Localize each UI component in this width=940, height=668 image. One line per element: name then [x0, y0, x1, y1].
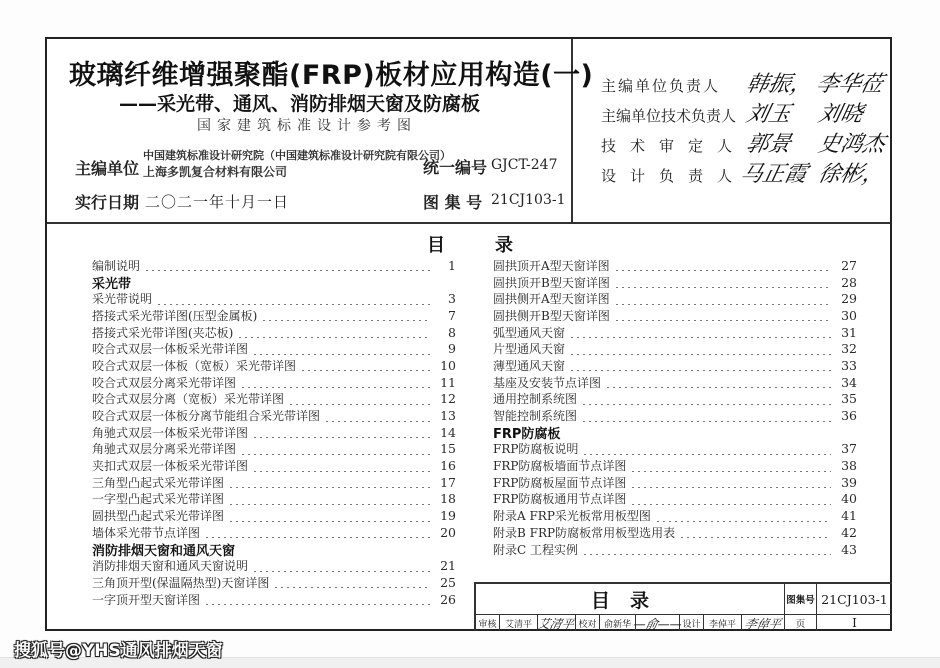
leader-dots	[614, 276, 831, 288]
toc-entry-page: 28	[841, 274, 857, 290]
toc-entry-title: 角驰式双层分离采光带详图	[92, 442, 237, 457]
leader-dots	[581, 410, 831, 422]
approval-role: 设计	[680, 615, 704, 631]
toc-entry-page: 18	[440, 491, 456, 507]
toc-entry-title: 墙体采光带节点详图	[92, 525, 201, 540]
toc-entry-page: 3	[448, 291, 456, 307]
effective-date-label: 实行日期	[75, 193, 140, 212]
toc-entry-page: 43	[841, 541, 857, 557]
leader-dots	[204, 526, 430, 538]
toc-entry-page: 37	[841, 441, 857, 457]
toc-entry-page: 40	[841, 491, 857, 507]
toc-entry[interactable]	[92, 407, 456, 424]
watermark: 搜狐号@YHS通风排烟天窗	[14, 641, 223, 661]
leader-dots	[614, 293, 831, 305]
toc-entry-title: 夹扣式双层一体板采光带详图	[92, 459, 249, 474]
document-title: 玻璃纤维增强聚酯(FRP)板材应用构造(一)	[69, 60, 594, 91]
toc-entry-title: 圆拱顶开A型天窗详图	[493, 258, 610, 273]
toc-entry-title: 通用控制系统图	[493, 392, 578, 407]
signature: 马正霞	[737, 162, 810, 187]
toc-entry-title: 圆拱顶开B型天窗详图	[493, 275, 610, 290]
approval-signature	[538, 615, 576, 631]
toc-entry[interactable]	[493, 357, 857, 374]
leader-dots	[228, 476, 430, 488]
toc-entry-title: 搭接式采光带详图(压型金属板)	[92, 308, 258, 323]
signature: 李倬平	[743, 616, 783, 631]
toc-entry-page: 31	[841, 324, 857, 340]
leader-dots	[655, 510, 831, 522]
toc-entry[interactable]	[92, 307, 456, 324]
approval-name: 艾清平	[500, 615, 538, 631]
toc-entry[interactable]	[493, 457, 857, 474]
signature: 徐彬，	[815, 162, 888, 187]
toc-entry-page: 41	[841, 508, 857, 524]
toc-entry-page: 39	[841, 474, 857, 490]
toc-entry[interactable]	[92, 557, 456, 574]
toc-entry[interactable]	[92, 507, 456, 524]
toc-entry[interactable]	[493, 374, 857, 391]
leader-dots	[240, 443, 430, 455]
header-divider	[47, 222, 890, 224]
responsible-role: 主编单位负责人	[601, 77, 721, 95]
title-block	[474, 582, 892, 631]
leader-dots	[630, 460, 831, 472]
leader-dots	[300, 359, 430, 371]
leader-dots	[228, 493, 430, 505]
signature: —俞——	[631, 616, 683, 631]
toc-entry-title: 三角型凸起式采光带详图	[92, 475, 225, 490]
leader-dots	[324, 410, 430, 422]
toc-entry-title: FRP防腐板通用节点详图	[493, 492, 627, 507]
atlas-no-label: 图 集 号	[423, 193, 483, 212]
toc-entry-title: 圆拱侧开A型天窗详图	[493, 292, 610, 307]
approval-name: 李倬平	[704, 615, 742, 631]
toc-entry-title: 搭接式采光带详图(夹芯板)	[92, 325, 234, 340]
toc-entry[interactable]	[92, 391, 456, 408]
toc-entry-page: 30	[841, 307, 857, 323]
page-number: I	[852, 616, 857, 630]
approval-name: 俞新华	[600, 615, 636, 631]
leader-dots	[204, 593, 430, 605]
toc-entry[interactable]	[493, 491, 857, 508]
toc-section-heading: 采光带	[92, 276, 132, 292]
toc-entry-title: 编制说明	[92, 258, 141, 273]
toc-section-heading: 消防排烟天窗和通风天窗	[92, 543, 236, 559]
toc-entry[interactable]	[92, 290, 456, 307]
signature: 韩振，	[743, 72, 816, 97]
toc-entry[interactable]	[493, 274, 857, 291]
toc-entry-page: 33	[841, 357, 857, 373]
title-block-title: 目录	[590, 589, 669, 612]
toc-entry-title: 角驰式双层一体板采光带详图	[92, 425, 249, 440]
approval-role: 校对	[576, 615, 600, 631]
toc-entry-page: 21	[440, 558, 456, 574]
unified-code: GJCT-247	[491, 157, 558, 173]
toc-entry-title: FRP防腐板墙面节点详图	[493, 459, 627, 474]
leader-dots	[252, 343, 430, 355]
responsible-row	[601, 105, 737, 126]
responsible-row	[601, 75, 733, 96]
page-label: 页	[795, 619, 806, 630]
document-kind: 国家建筑标准设计参考图	[197, 118, 417, 134]
atlas-no: 21CJ103-1	[821, 591, 888, 607]
editor-unit-1: 中国建筑标准设计研究院（中国建筑标准设计研究院有限公司）	[143, 149, 451, 162]
signature: 刘玉	[743, 102, 794, 127]
toc-entry[interactable]	[493, 391, 857, 408]
editor-unit-label: 主编单位	[75, 159, 140, 178]
responsible-role: 技术审定人	[601, 137, 747, 155]
toc-entry-page: 14	[440, 424, 456, 440]
toc-entry[interactable]	[493, 407, 857, 424]
leader-dots	[582, 443, 831, 455]
signature: 李华莅	[813, 72, 886, 97]
toc-entry[interactable]	[493, 307, 857, 324]
toc-entry-page: 26	[440, 591, 456, 607]
toc-entry-title: 消防排烟天窗和通风天窗说明	[92, 559, 249, 574]
toc-entry[interactable]	[92, 424, 456, 441]
toc-entry-page: 12	[440, 391, 456, 407]
toc-entry-title: 薄型通风天窗	[493, 358, 566, 373]
atlas-no: 21CJ103-1	[491, 192, 566, 208]
responsible-row	[601, 165, 747, 186]
toc-entry-page: 10	[440, 357, 456, 373]
toc-entry-page: 35	[841, 391, 857, 407]
toc-entry-title: 咬合式双层分离（宽板）采光带详图	[92, 392, 285, 407]
toc-entry[interactable]	[92, 441, 456, 458]
toc-entry-page: 32	[841, 341, 857, 357]
leader-dots	[252, 426, 430, 438]
signature: 刘晓	[815, 102, 866, 127]
toc-entry[interactable]	[92, 257, 456, 274]
approval-row	[476, 615, 784, 631]
responsible-row	[601, 135, 747, 156]
toc-entry-title: 附录A FRP采光板常用板型图	[493, 509, 651, 524]
toc-entry-page: 15	[440, 441, 456, 457]
leader-dots	[630, 493, 831, 505]
unified-code-label: 统一编号	[423, 158, 488, 177]
toc-heading-right: 录	[495, 235, 513, 256]
toc-entry-title: 附录B FRP防腐板常用板型选用表	[493, 525, 676, 540]
toc-entry[interactable]	[493, 324, 857, 341]
toc-entry-page: 34	[841, 374, 857, 390]
toc-entry-title: 采光带说明	[92, 292, 153, 307]
toc-entry[interactable]	[493, 257, 857, 274]
toc-entry-title: 附录C 工程实例	[493, 542, 578, 557]
toc-entry-page: 42	[841, 524, 857, 540]
toc-right-column	[493, 257, 857, 557]
toc-entry[interactable]	[92, 591, 456, 608]
toc-entry-title: 弧型通风天窗	[493, 325, 566, 340]
approval-signature	[742, 615, 784, 631]
leader-dots	[614, 309, 831, 321]
toc-entry[interactable]	[92, 357, 456, 374]
toc-entry-title: 智能控制系统图	[493, 409, 578, 424]
toc-entry-title: 咬合式双层一体板分离节能组合采光带详图	[92, 409, 321, 424]
document-subtitle: ——采光带、通风、消防排烟天窗及防腐板	[119, 93, 481, 115]
drawing-frame	[45, 37, 892, 631]
atlas-no-label: 图集号	[786, 595, 815, 606]
leader-dots	[581, 393, 831, 405]
leader-dots	[569, 359, 831, 371]
toc-entry-page: 8	[448, 324, 456, 340]
toc-entry-title: 一字型凸起式采光带详图	[92, 492, 225, 507]
toc-entry-title: 三角顶开型(保温隔热型)天窗详图	[92, 575, 270, 590]
signature: 史鸿杰	[815, 132, 888, 157]
leader-dots	[237, 326, 430, 338]
toc-entry-page: 11	[440, 374, 456, 390]
toc-entry[interactable]	[493, 290, 857, 307]
leader-dots	[228, 510, 430, 522]
leader-dots	[605, 376, 831, 388]
toc-entry-title: 圆拱型凸起式采光带详图	[92, 509, 225, 524]
responsible-role: 设计负责人	[601, 167, 747, 185]
toc-entry-page: 27	[841, 257, 857, 273]
editor-unit-2: 上海多凯复合材料有限公司	[143, 165, 288, 179]
leader-dots	[614, 259, 831, 271]
toc-entry-page: 7	[448, 307, 456, 323]
leader-dots	[273, 576, 430, 588]
leader-dots	[679, 526, 831, 538]
signature: 艾清平	[536, 616, 576, 631]
leader-dots	[252, 460, 430, 472]
toc-entry[interactable]	[493, 507, 857, 524]
toc-entry[interactable]	[92, 340, 456, 357]
leader-dots	[582, 543, 831, 555]
toc-entry[interactable]	[92, 574, 456, 591]
toc-entry[interactable]	[92, 457, 456, 474]
toc-entry-page: 16	[440, 458, 456, 474]
toc-entry[interactable]	[92, 491, 456, 508]
leader-dots	[144, 259, 430, 271]
toc-entry[interactable]	[493, 474, 857, 491]
toc-entry[interactable]	[92, 324, 456, 341]
toc-entry[interactable]	[493, 524, 857, 541]
leader-dots	[288, 393, 430, 405]
toc-entry-title: FRP防腐板屋面节点详图	[493, 475, 627, 490]
toc-entry-title: 一字顶开型天窗详图	[92, 592, 201, 607]
toc-entry-page: 38	[841, 458, 857, 474]
leader-dots	[630, 476, 831, 488]
approval-role: 审核	[476, 615, 500, 631]
toc-entry-page: 25	[440, 574, 456, 590]
toc-left-column	[92, 257, 456, 607]
toc-entry-title: FRP防腐板说明	[493, 442, 579, 457]
toc-entry-page: 36	[841, 408, 857, 424]
toc-entry[interactable]	[493, 541, 857, 558]
leader-dots	[156, 293, 430, 305]
responsible-role: 主编单位技术负责人	[601, 107, 737, 125]
toc-entry-title: 圆拱侧开B型天窗详图	[493, 308, 610, 323]
toc-entry-title: 咬合式双层一体板（宽板）采光带详图	[92, 358, 297, 373]
toc-entry-page: 17	[440, 474, 456, 490]
toc-entry[interactable]	[92, 374, 456, 391]
toc-entry-title: 咬合式双层一体板采光带详图	[92, 342, 249, 357]
toc-entry-title: 基座及安装节点详图	[493, 375, 602, 390]
toc-entry[interactable]	[92, 524, 456, 541]
toc-section-heading: FRP防腐板	[493, 426, 561, 442]
signature: 郭景	[743, 132, 794, 157]
toc-entry-page: 19	[440, 508, 456, 524]
toc-entry-page: 29	[841, 291, 857, 307]
toc-entry[interactable]	[493, 340, 857, 357]
toc-entry-page: 20	[440, 524, 456, 540]
leader-dots	[252, 560, 430, 572]
leader-dots	[240, 376, 430, 388]
toc-heading-left: 目	[427, 235, 445, 256]
toc-entry-title: 片型通风天窗	[493, 342, 566, 357]
toc-entry-page: 13	[440, 408, 456, 424]
leader-dots	[569, 326, 831, 338]
approval-signature	[631, 615, 683, 631]
toc-entry-page: 1	[448, 257, 456, 273]
toc-entry-page: 9	[448, 341, 456, 357]
toc-entry-title: 咬合式双层分离采光带详图	[92, 375, 237, 390]
toc-entry[interactable]	[493, 441, 857, 458]
effective-date: 二〇二一年十月一日	[145, 193, 290, 211]
toc-entry[interactable]	[92, 474, 456, 491]
leader-dots	[569, 343, 831, 355]
leader-dots	[261, 309, 430, 321]
